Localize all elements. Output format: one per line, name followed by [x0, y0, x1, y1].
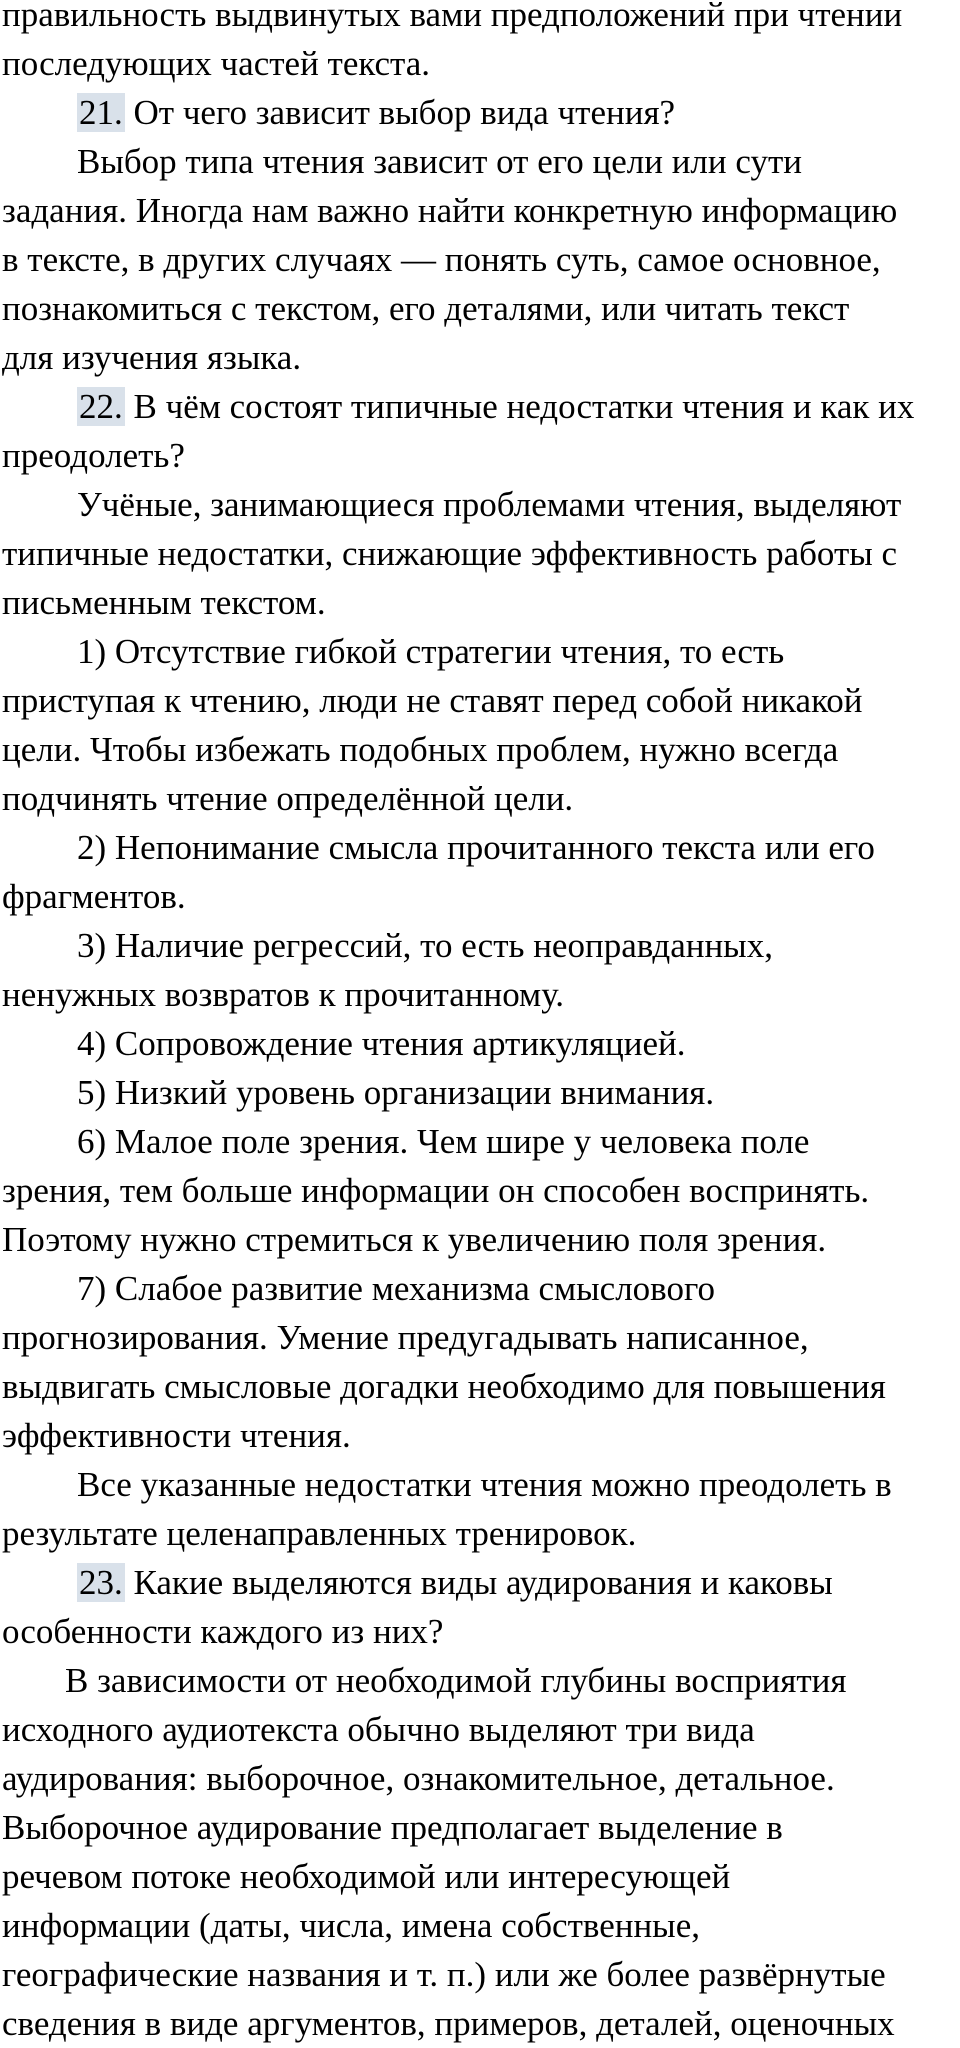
text-line: Поэтому нужно стремиться к увеличению поля зрения.: [2, 1220, 827, 1259]
text-line: в тексте, в других случаях — понять суть, самое основное,: [2, 240, 881, 279]
text-line: сведения в виде аргументов, примеров, деталей, оценочных: [2, 2004, 895, 2043]
text-line: прогнозирования. Умение предугадывать написанное,: [2, 1318, 809, 1357]
text-line: В зависимости от необходимой глубины восприятия: [65, 1661, 847, 1700]
text-line: 5) Низкий уровень организации внимания.: [77, 1073, 715, 1112]
text-line: подчинять чтение определённой цели.: [2, 779, 574, 818]
text-line: 7) Слабое развитие механизма смыслового: [77, 1269, 715, 1308]
text-line: аудирования: выборочное, ознакомительное, детальное.: [2, 1759, 835, 1798]
text-line: 1) Отсутствие гибкой стратегии чтения, то есть: [77, 632, 785, 671]
text-line: 3) Наличие регрессий, то есть неоправданных,: [77, 926, 773, 965]
text-line: информации (даты, числа, имена собственные,: [2, 1906, 700, 1945]
text-line: выдвигать смысловые догадки необходимо для повышения: [2, 1367, 886, 1406]
text-line: эффективности чтения.: [2, 1416, 351, 1455]
question-line: [2, 1558, 960, 1607]
question-text: От чего зависит выбор вида чтения?: [124, 93, 676, 132]
text-line: особенности каждого из них?: [2, 1612, 444, 1651]
text-line: для изучения языка.: [2, 338, 302, 377]
text-line: познакомиться с текстом, его деталями, или читать текст: [2, 289, 850, 328]
question-text: Какие выделяются виды аудирования и каковы: [124, 1563, 833, 1602]
question-number: 22.: [79, 387, 123, 426]
text-line: приступая к чтению, люди не ставят перед собой никакой: [2, 681, 863, 720]
text-line: географические названия и т. п.) или же более развёрнутые: [2, 1955, 886, 1994]
text-line: преодолеть?: [2, 436, 185, 475]
text-line: речевом потоке необходимой или интересующей: [2, 1857, 731, 1896]
text-line: 2) Непонимание смысла прочитанного текста или его: [77, 828, 875, 867]
question-number: 23.: [79, 1563, 123, 1602]
question-text: В чём состоят типичные недостатки чтения и как их: [124, 387, 915, 426]
text-line: ненужных возвратов к прочитанному.: [2, 975, 564, 1014]
text-line: цели. Чтобы избежать подобных проблем, нужно всегда: [2, 730, 839, 769]
text-line: исходного аудиотекста обычно выделяют три вида: [2, 1710, 755, 1749]
text-line: Выборочное аудирование предполагает выделение в: [2, 1808, 783, 1847]
text-line: Учёные, занимающиеся проблемами чтения, выделяют: [77, 485, 902, 524]
text-line: письменным текстом.: [2, 583, 326, 622]
text-line: 4) Сопровождение чтения артикуляцией.: [77, 1024, 686, 1063]
text-line: последующих частей текста.: [2, 44, 431, 83]
question-line: [2, 382, 960, 431]
text-line: 6) Малое поле зрения. Чем шире у человека поле: [77, 1122, 810, 1161]
text-line: результате целенаправленных тренировок.: [2, 1514, 637, 1553]
text-line: задания. Иногда нам важно найти конкретную информацию: [2, 191, 898, 230]
text-line: зрения, тем больше информации он способен воспринять.: [2, 1171, 870, 1210]
question-number: 21.: [79, 93, 123, 132]
text-line: Выбор типа чтения зависит от его цели или сути: [77, 142, 802, 181]
question-line: [2, 88, 960, 137]
text-line: Все указанные недостатки чтения можно преодолеть в: [77, 1465, 892, 1504]
text-line: правильность выдвинутых вами предположений при чтении: [2, 0, 903, 34]
text-line: фрагментов.: [2, 877, 186, 916]
text-line: типичные недостатки, снижающие эффективность работы с: [2, 534, 898, 573]
